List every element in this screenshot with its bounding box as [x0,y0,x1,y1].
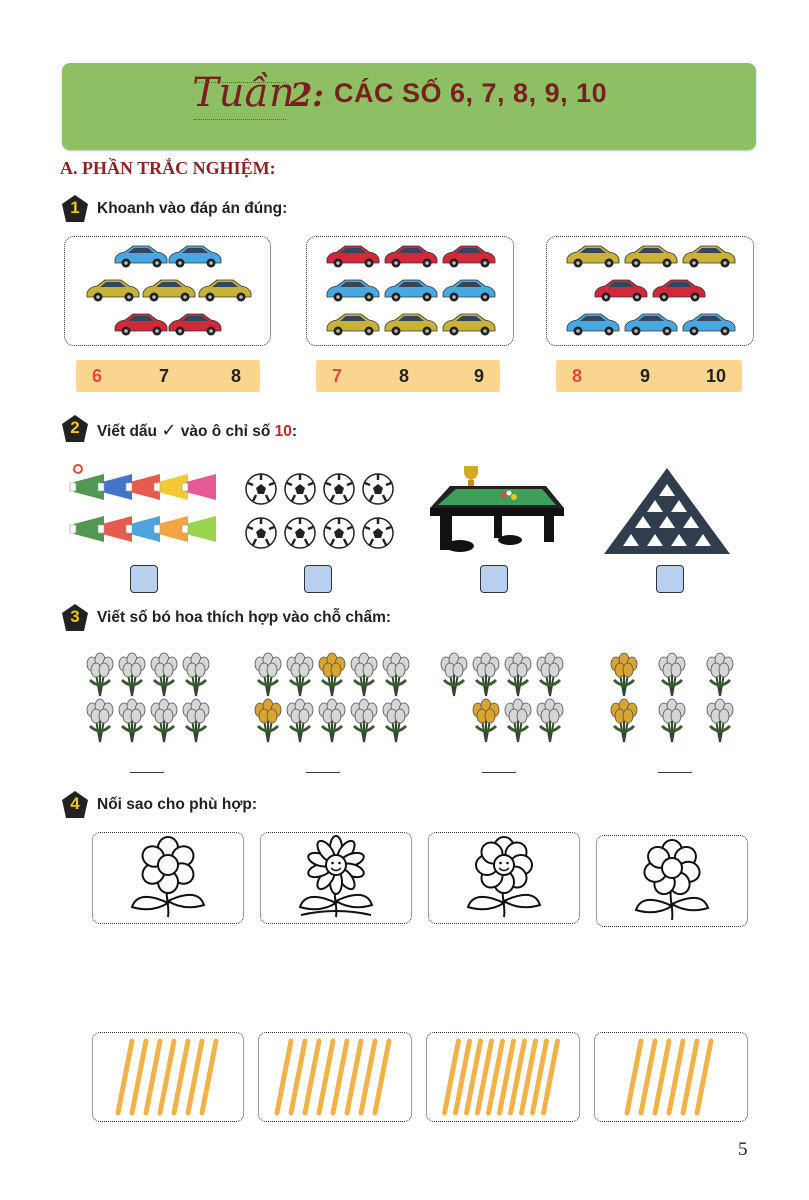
flower-bouquet-icon [537,653,563,696]
stick-card[interactable] [594,1032,748,1122]
question-number-badge: 1 [60,194,90,224]
flower-bouquet-icon [183,699,209,742]
question-number-badge: 2 [60,414,90,444]
answer-option[interactable]: 8 [231,366,242,386]
week-number: 2: [290,76,325,114]
car-icon [625,246,677,268]
soccer-ball-icon [244,472,398,556]
answer-checkbox[interactable] [130,565,158,593]
answer-options [76,360,260,392]
flower-bouquet-icon [707,699,733,742]
page-title: CÁC SỐ 6, 7, 8, 9, 10 [334,78,608,108]
flower-bouquet-icon [473,653,499,696]
flower-bouquet-icon [151,653,177,696]
soccer-ball-icon [285,518,315,548]
counting-stick [174,1041,188,1113]
car-icon [169,246,221,268]
counting-stick [132,1041,146,1113]
car-icon [115,246,167,268]
stick-card[interactable] [426,1032,580,1122]
car-icon [653,280,705,302]
flower-bouquet-icon [319,699,345,742]
car-group-2 [306,236,514,346]
flower-bouquet-icon [611,699,637,742]
car-icon [567,246,619,268]
flower-bouquet-icon [151,699,177,742]
car-icon [567,314,619,336]
flower-bouquet-icon [255,653,281,696]
checkmark-icon: ✓ [161,420,177,440]
flower-bouquet-icon [473,699,499,742]
soccer-ball-icon [363,518,393,548]
week-label: Tuần [192,70,295,116]
car-icon [443,280,495,302]
car-icon [385,280,437,302]
flower-bouquet-icon [287,699,313,742]
flower-card[interactable] [92,832,244,924]
car-group-3 [546,236,754,346]
flower-bouquet-icon [287,653,313,696]
answer-option[interactable]: 9 [640,366,651,386]
flower-bouquet-icon [441,653,467,696]
flower-bouquet-icon [505,653,531,696]
flower-icon [300,836,372,917]
counting-stick [697,1041,711,1113]
flower-bouquet-icon [87,699,113,742]
stick-card[interactable] [92,1032,244,1122]
flower-icon [132,837,204,917]
counting-stick [361,1041,375,1113]
soccer-ball-icon [324,518,354,548]
question-number-badge: 4 [60,790,90,820]
flower-bouquet-icon [351,699,377,742]
counting-stick [655,1041,669,1113]
soccer-ball-icon [246,518,276,548]
car-icon [87,280,139,302]
page-number: 5 [738,1139,748,1160]
flower-bouquet-icon [537,699,563,742]
car-icon [385,314,437,336]
question-text: Khoanh vào đáp án đúng: [97,200,288,217]
counting-stick [641,1041,655,1113]
counting-stick [683,1041,697,1113]
flower-bouquet-icon [351,653,377,696]
flower-bouquet-icon [383,653,409,696]
flower-icon [468,837,540,917]
answer-option[interactable]: 9 [474,366,485,386]
car-icon [683,314,735,336]
answer-blank[interactable] [130,772,164,773]
counting-stick [160,1041,174,1113]
answer-option[interactable]: 6 [92,366,103,386]
car-icon [625,314,677,336]
flower-bouquet-icon [183,653,209,696]
flower-bouquet-icon [255,699,281,742]
answer-blank[interactable] [658,772,692,773]
flower-bouquet-icon [505,699,531,742]
triangle-pattern-icon [602,466,732,556]
car-icon [443,246,495,268]
counting-stick [319,1041,333,1113]
counting-stick [277,1041,291,1113]
shuttlecock-icon [66,458,226,558]
section-heading: A. PHẦN TRẮC NGHIỆM: [60,158,276,178]
counting-stick [333,1041,347,1113]
counting-stick [669,1041,683,1113]
flower-bouquet-icons [60,650,760,750]
question-text: Viết dấu ✓ vào ô chỉ số 10: [97,420,298,440]
car-icon [595,280,647,302]
car-icon [143,280,195,302]
counting-stick [118,1041,132,1113]
counting-stick [188,1041,202,1113]
soccer-ball-icon [363,474,393,504]
car-group-1 [64,236,271,346]
flower-bouquet-icon [319,653,345,696]
question-text: Viết số bó hoa thích hợp vào chỗ chấm: [97,609,392,626]
billiard-table-icon [424,462,566,558]
answer-checkbox[interactable] [656,565,684,593]
car-icon [327,246,379,268]
car-icon [169,314,221,336]
answer-options [556,360,742,392]
flower-bouquet-icon [119,653,145,696]
answer-options [316,360,500,392]
flower-bouquet-icon [707,653,733,696]
counting-stick [347,1041,361,1113]
answer-blank[interactable] [482,772,516,773]
counting-stick [305,1041,319,1113]
flower-card[interactable] [428,832,580,924]
answer-checkbox[interactable] [304,565,332,593]
car-icon [327,280,379,302]
answer-option[interactable]: 7 [332,366,343,386]
answer-blank[interactable] [306,772,340,773]
car-icon [385,246,437,268]
car-icon [443,314,495,336]
answer-option[interactable]: 8 [572,366,583,386]
soccer-ball-icon [285,474,315,504]
flower-bouquet-icon [659,699,685,742]
counting-stick [291,1041,305,1113]
answer-checkbox[interactable] [480,565,508,593]
stick-card[interactable] [258,1032,412,1122]
answer-option[interactable]: 10 [706,366,727,386]
soccer-ball-icon [246,474,276,504]
car-icon [199,280,251,302]
handwriting-guide-top [194,82,286,83]
answer-option[interactable]: 7 [159,366,170,386]
flower-card[interactable] [260,832,412,924]
counting-stick [146,1041,160,1113]
counting-stick [202,1041,216,1113]
flower-bouquet-icon [119,699,145,742]
flower-card[interactable] [596,835,748,927]
car-icon [115,314,167,336]
question-number-badge: 3 [60,603,90,633]
answer-option[interactable]: 8 [399,366,410,386]
counting-stick [375,1041,389,1113]
flower-bouquet-icon [659,653,685,696]
handwriting-guide-bottom [194,119,286,120]
flower-bouquet-icon [383,699,409,742]
flower-bouquet-icon [611,653,637,696]
soccer-ball-icon [324,474,354,504]
counting-stick [627,1041,641,1113]
flower-bouquet-icon [87,653,113,696]
flower-icon [636,840,708,920]
car-icon [327,314,379,336]
car-icon [683,246,735,268]
question-text: Nối sao cho phù hợp: [97,796,257,813]
